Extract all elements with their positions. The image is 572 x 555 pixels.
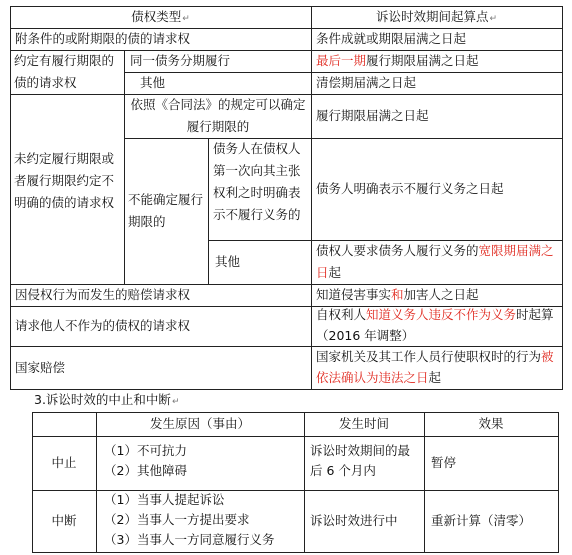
- installment-start: 最后一期履行期限届满之日起: [316, 53, 479, 68]
- fixed-other-label: 其他: [140, 75, 166, 90]
- tort-claim-start: 知道侵害事实和加害人之日起: [316, 287, 479, 302]
- fixed-other-start: 清偿期届满之日起: [316, 75, 417, 90]
- state-compensation-start: 国家机关及其工作人员行使职权时的行为被依法确认为违法之日起: [316, 349, 554, 385]
- paragraph-mark-icon: ↵: [171, 397, 180, 407]
- undeterminable-other-start: 债权人要求债务人履行义务的宽限期届满之日起: [316, 243, 554, 280]
- suspension-label: 中止: [51, 455, 77, 470]
- refusal-label: 债务人在债权人第一次向其主张权利之时明确表示不履行义务的: [213, 141, 301, 222]
- suspension-cause-1: （1）不可抗力: [104, 443, 187, 458]
- header-rights-type: 债权类型↵: [131, 9, 190, 24]
- header-cause: 发生原因（事由）: [149, 416, 250, 431]
- section-3-title: 3.诉讼时效的中止和中断↵: [34, 392, 180, 407]
- conditional-claim-start: 条件成就或期限届满之日起: [316, 31, 467, 46]
- determinable-start: 履行期限届满之日起: [316, 108, 429, 123]
- interruption-time: 诉讼时效进行中: [310, 513, 398, 528]
- interruption-cause-3: （3）当事人一方同意履行义务: [104, 532, 275, 547]
- refusal-start: 债务人明确表示不履行义务之日起: [316, 181, 504, 196]
- determinable-label: 依照《合同法》的规定可以确定履行期限的: [130, 97, 306, 134]
- conditional-claim-type: 附条件的或附期限的债的请求权: [15, 31, 191, 46]
- omission-claim-type: 请求他人不作为的债权的请求权: [15, 318, 191, 333]
- undeterminable-other-label: 其他: [215, 254, 241, 269]
- tort-claim-type: 因侵权行为而发生的赔偿请求权: [15, 287, 191, 302]
- paragraph-mark-icon: ↵: [489, 14, 498, 24]
- unfixed-term-claim-type: 未约定履行期限或者履行期限约定不明确的债的请求权: [14, 151, 115, 210]
- omission-claim-start: 自权利人知道义务人违反不作为义务时起算（2016 年调整）: [316, 307, 554, 343]
- installment-label: 同一债务分期履行: [130, 53, 231, 68]
- interruption-label: 中断: [51, 513, 77, 528]
- suspension-time: 诉讼时效期间的最后 6 个月内: [310, 443, 411, 478]
- undeterminable-label: 不能确定履行期限的: [128, 192, 204, 229]
- interruption-cause-2: （2）当事人一方提出要求: [104, 512, 250, 527]
- header-start-point: 诉讼时效期间起算点↵: [375, 9, 498, 24]
- paragraph-mark-icon: ↵: [182, 14, 190, 24]
- state-compensation-type: 国家赔偿: [15, 360, 66, 375]
- suspension-effect: 暂停: [431, 455, 457, 470]
- header-time: 发生时间: [338, 416, 389, 431]
- interruption-effect: 重新计算（清零）: [431, 513, 532, 528]
- interruption-cause-1: （1）当事人提起诉讼: [104, 492, 225, 507]
- fixed-term-claim-type: 约定有履行期限的债的请求权: [14, 53, 115, 90]
- header-effect: 效果: [478, 416, 504, 431]
- suspension-cause-2: （2）其他障碍: [104, 463, 187, 478]
